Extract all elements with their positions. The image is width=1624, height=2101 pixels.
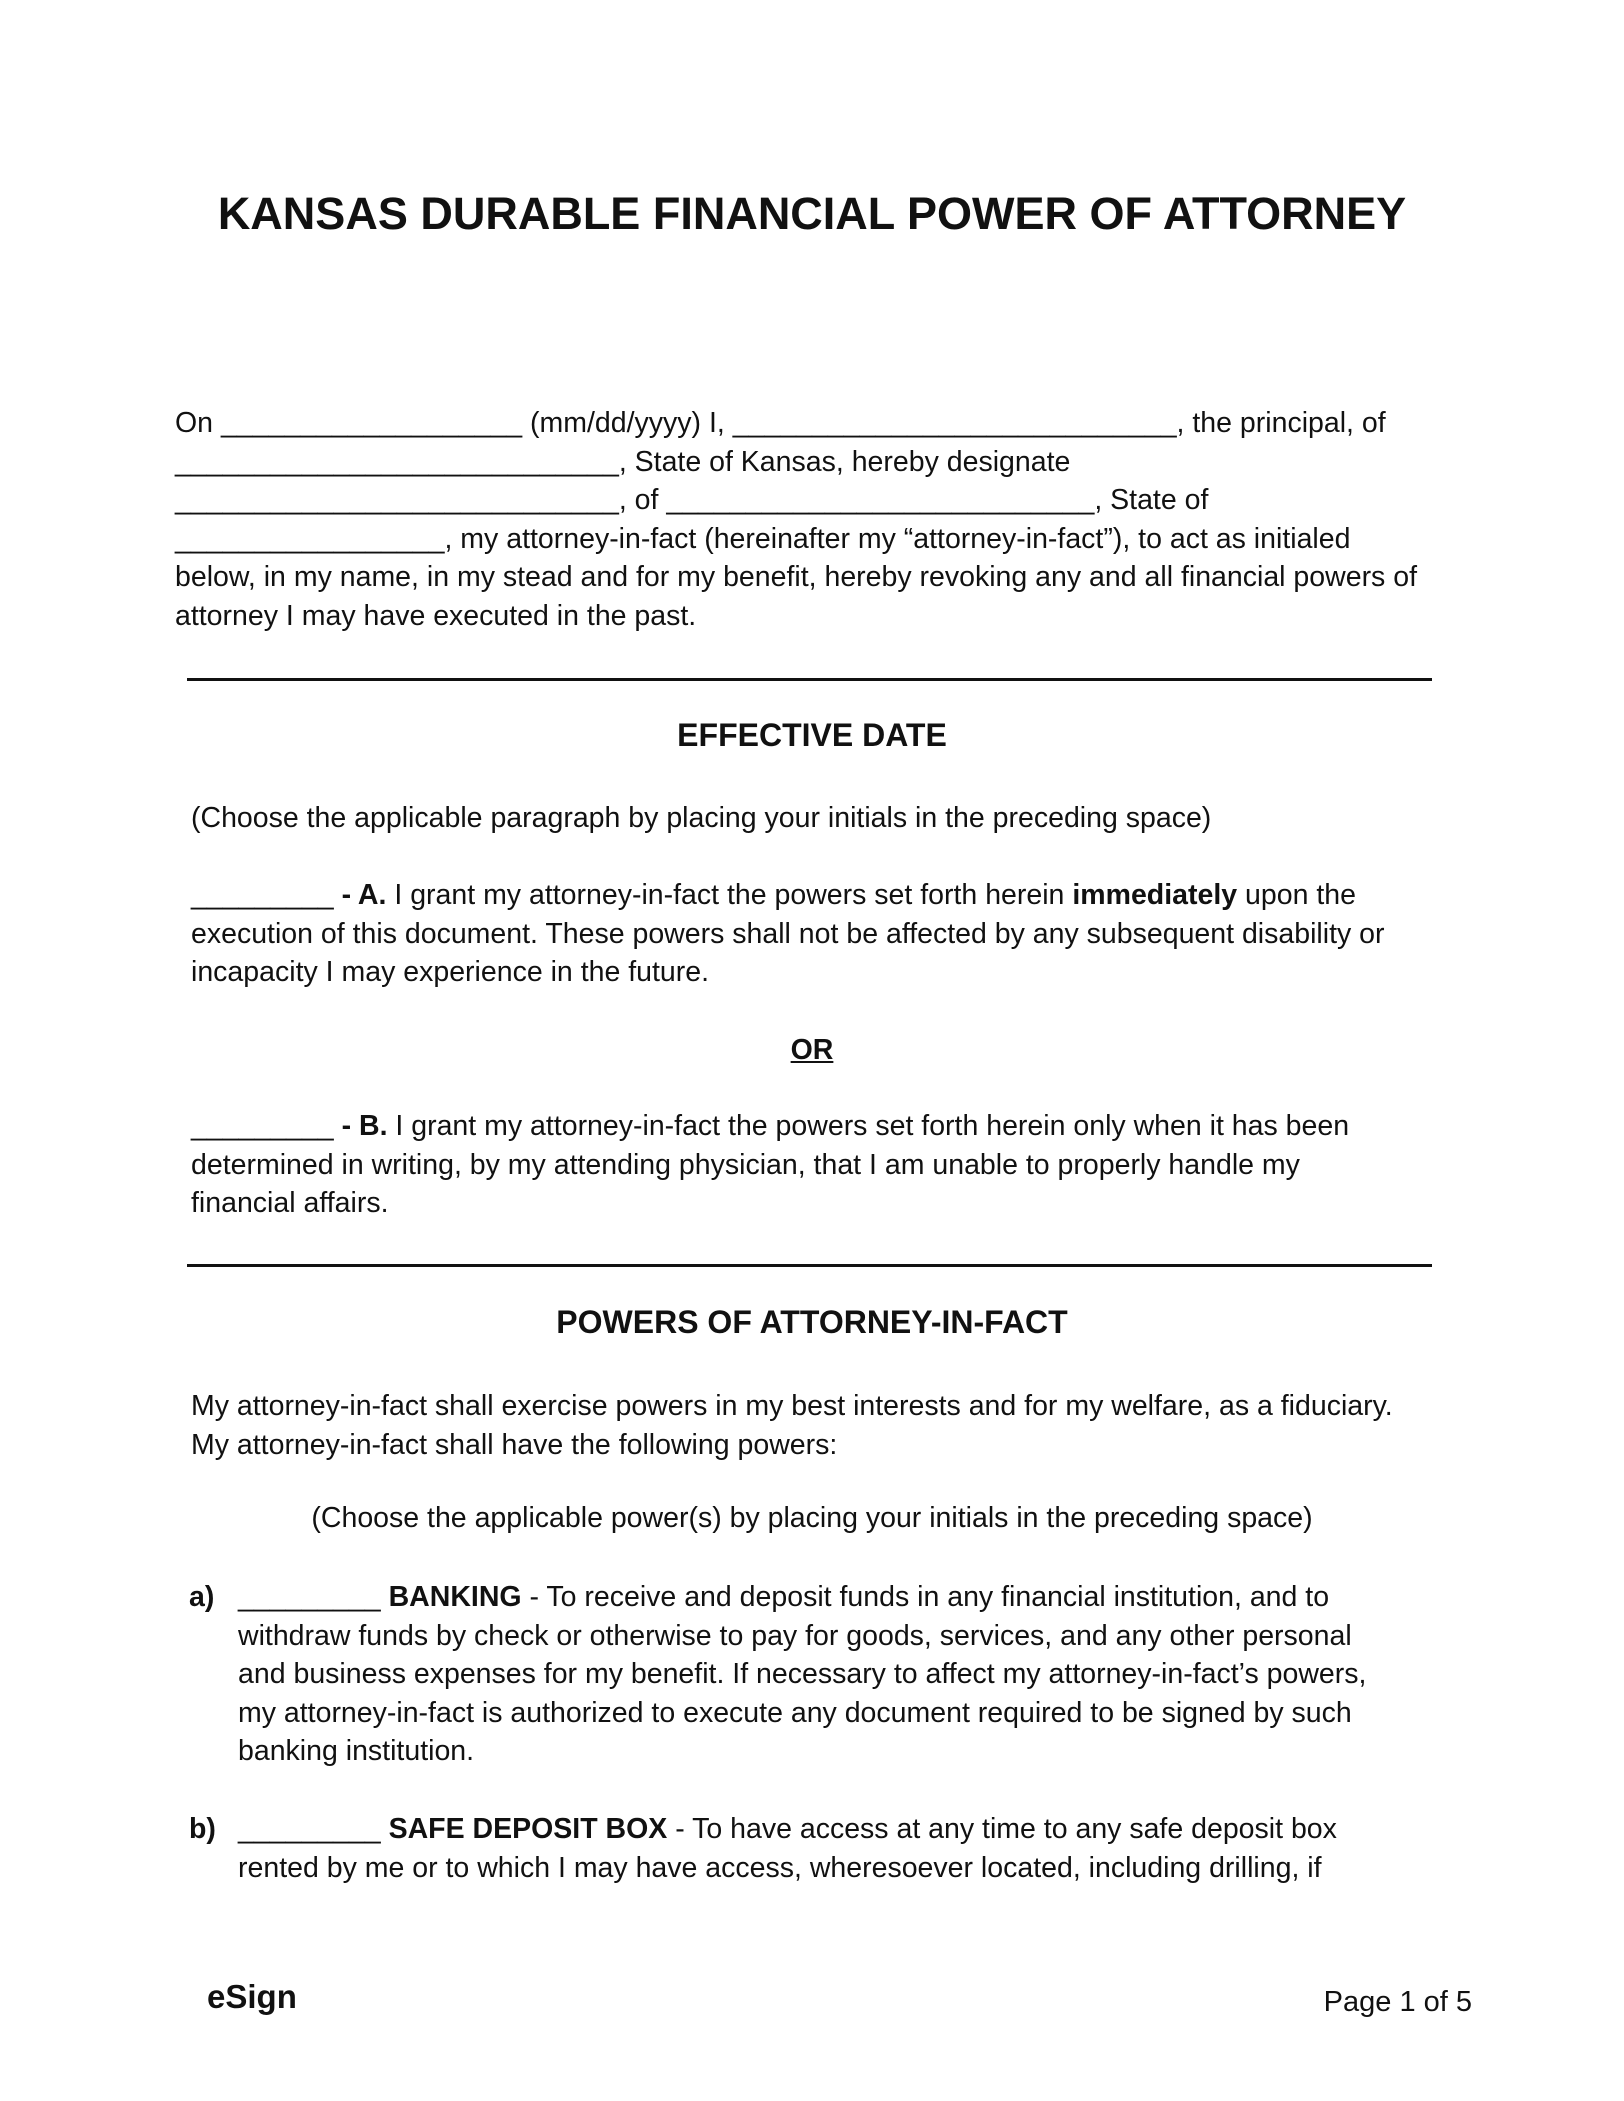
banking-initials-blank[interactable]: _________	[238, 1581, 381, 1613]
intro-line-1: On ___________________ (mm/dd/yyyy) I, ____________________________, the principal, of	[175, 407, 1386, 439]
section-divider	[187, 1264, 1432, 1267]
powers-intro: My attorney-in-fact shall exercise powers in my best interests and for my welfare, as a fiduciary. My attorney-in-fact shall have the following powers:	[191, 1390, 1393, 1461]
effective-date-heading: EFFECTIVE DATE	[677, 717, 947, 753]
intro-line-2: ____________________________, State of Kansas, hereby designate	[175, 445, 1071, 478]
intro-line-4: _________________, my attorney-in-fact (hereinafter my “attorney-in-fact”), to act as initialed	[175, 522, 1351, 555]
item-marker: b)	[189, 1813, 216, 1845]
option-a-initials-blank[interactable]: _________	[191, 879, 334, 911]
option-a-paragraph: _________ - A. I grant my attorney-in-fact the powers set forth herein immediately upon the execution of this document. These powers shall not be affected by any subsequent disability or incapacity I may experience in the future.	[191, 879, 1385, 989]
attorney-state-blank[interactable]: _________________	[175, 522, 445, 555]
effective-date-instruction: (Choose the applicable paragraph by placing your initials in the preceding space)	[191, 802, 1212, 834]
safe-deposit-label: SAFE DEPOSIT BOX	[380, 1813, 668, 1845]
or-separator: OR	[790, 1034, 834, 1066]
powers-heading: POWERS OF ATTORNEY-IN-FACT	[556, 1304, 1068, 1340]
principal-name-blank[interactable]: ____________________________	[732, 407, 1177, 439]
option-a-label: - A.	[333, 879, 387, 911]
option-b-label: - B.	[333, 1110, 388, 1142]
date-blank[interactable]: ___________________	[220, 407, 523, 439]
section-divider	[187, 678, 1432, 681]
attorney-city-blank[interactable]: ___________________________	[666, 484, 1095, 517]
option-b-initials-blank[interactable]: _________	[191, 1110, 334, 1142]
intro-line-6: attorney I may have executed in the past.	[175, 599, 697, 632]
banking-label: BANKING	[380, 1581, 522, 1613]
document-title: KANSAS DURABLE FINANCIAL POWER OF ATTORNEY	[217, 188, 1407, 239]
safe-deposit-initials-blank[interactable]: _________	[238, 1813, 381, 1845]
document-page: KANSAS DURABLE FINANCIAL POWER OF ATTORNEY On ___________________ (mm/dd/yyyy) I, ____________________________, the principal, of ____________________________, State of Kansas, hereby designate ____________________________, of ___________________________, State of _________________, my attorney-in-fact (hereinafter my “attorney-in-fact”), to act as initialed below, in my name, in my stead and for my benefit, hereby revoking any and all financial powers of attorney I may have executed in the past. EFFECTIVE DATE (Choose the applicable paragraph by placing your initials in the preceding space) _________ - A. I grant my attorney-in-fact the powers set forth herein immediately upon the execution of this document. These powers shall not be affected by any subsequent disability or incapacity I may experience in the future. OR _________ - B. I grant my attorney-in-fact the powers set forth herein only when it has been determined in writing, by my attending physician, that I am unable to properly handle my financial affairs. POWERS OF ATTORNEY-IN-FACT My attorney-in-fact shall exercise powers in my best interests and for my welfare, as a fiduciary. My attorney-in-fact shall have the following powers: (Choose the applicable power(s) by placing your initials in the preceding space) a) _________ BANKING - To receive and deposit funds in any financial institution, and to withdraw funds by check or otherwise to pay for goods, services, and any other personal and business expenses for my benefit. If necessary to affect my attorney-in-fact’s powers, my attorney-in-fact is authorized to execute any document required to be signed by such banking institution. b) _________ SAFE DEPOSIT BOX - To have access at any time to any safe deposit box rented by me or to which I may have access, wheresoever located, including drilling, if eSign Page 1 of 5	[0, 0, 1624, 2101]
page-number: Page 1 of 5	[1323, 1986, 1472, 2018]
attorney-name-blank[interactable]: ____________________________	[175, 484, 619, 517]
powers-instruction: (Choose the applicable power(s) by placing your initials in the preceding space)	[311, 1502, 1313, 1534]
intro-paragraph	[175, 404, 1455, 636]
item-marker: a)	[189, 1581, 215, 1613]
immediately-emphasis: immediately	[1072, 879, 1238, 911]
esign-logo: eSign	[207, 1978, 297, 2015]
option-b-paragraph: _________ - B. I grant my attorney-in-fact the powers set forth herein only when it has been determined in writing, by my attending physician, that I am unable to properly handle my financial affairs.	[191, 1110, 1350, 1220]
intro-line-5: below, in my name, in my stead and for my benefit, hereby revoking any and all financial powers of	[175, 561, 1417, 594]
intro-line-3: ____________________________, of ___________________________, State of	[175, 484, 1209, 517]
principal-city-blank[interactable]: ____________________________	[175, 445, 619, 478]
